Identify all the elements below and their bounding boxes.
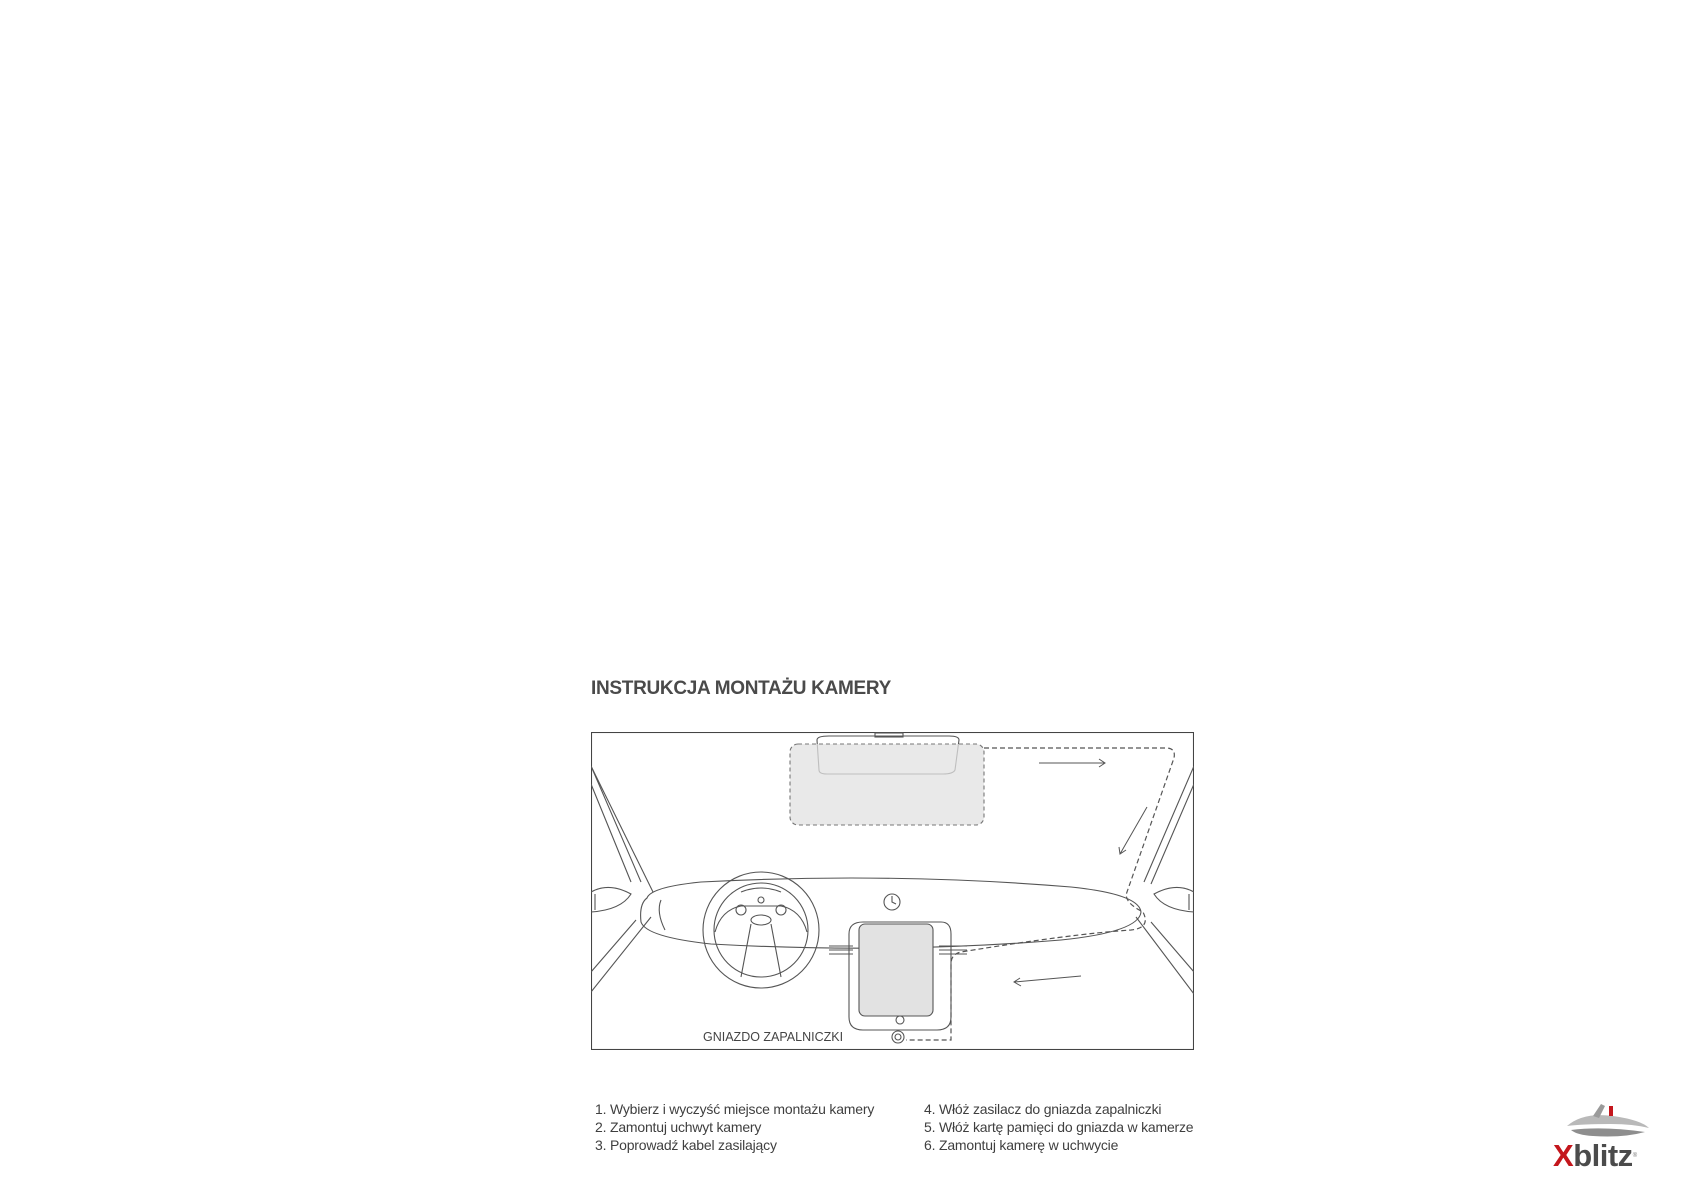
right-mirror xyxy=(1154,887,1194,912)
lighter-socket xyxy=(892,1031,904,1043)
list-item: 3. Poprowadź kabel zasilający xyxy=(595,1137,777,1153)
list-item: 2. Zamontuj uchwyt kamery xyxy=(595,1119,762,1135)
list-item: 5. Włóż kartę pamięci do gniazda w kamerze xyxy=(924,1119,1194,1135)
brand-wordmark: Xblitz® xyxy=(1553,1138,1637,1173)
steering-wheel xyxy=(703,872,819,988)
right-pillar xyxy=(1144,766,1194,884)
page-title: INSTRUKCJA MONTAŻU KAMERY xyxy=(591,678,892,699)
console-screen xyxy=(859,924,933,1016)
socket-label: GNIAZDO ZAPALNICZKI xyxy=(703,1030,844,1044)
list-item: 6. Zamontuj kamerę w uchwycie xyxy=(924,1137,1119,1153)
left-mirror xyxy=(591,887,631,912)
steps-list-right xyxy=(924,1100,1193,1154)
arrow-left xyxy=(1014,976,1081,986)
list-item: 1. Wybierz i wyczyść miejsce montażu kamery xyxy=(595,1101,875,1117)
camera-mount-area xyxy=(790,744,984,825)
list-item: 4. Włóż zasilacz do gniazda zapalniczki xyxy=(924,1101,1162,1117)
arrow-right xyxy=(1039,759,1105,767)
steps-list-left xyxy=(595,1100,874,1154)
car-installation-diagram xyxy=(591,732,1194,1050)
